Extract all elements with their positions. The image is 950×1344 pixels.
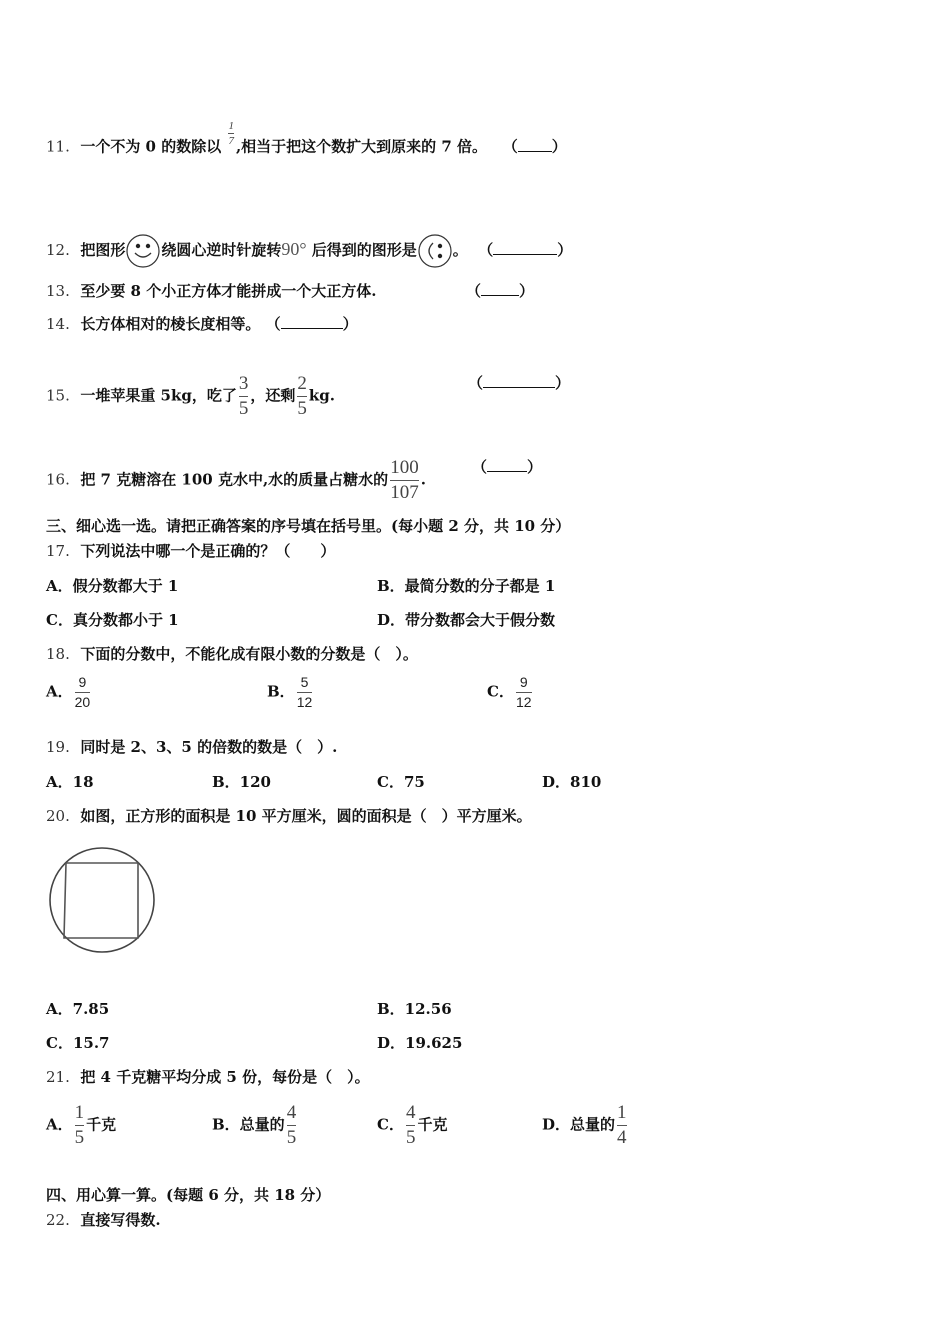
answer-blank[interactable] xyxy=(518,139,552,152)
question-21 xyxy=(46,1067,370,1087)
answer-blank[interactable] xyxy=(481,283,519,296)
question-text-cont2: 后得到的图形是 xyxy=(311,241,417,259)
answer-blank[interactable] xyxy=(487,459,527,472)
fraction-one-seventh: $\frac{1}{7}$ xyxy=(228,120,234,147)
answer-blank[interactable] xyxy=(483,375,555,388)
option-b[interactable]: B．120 xyxy=(212,773,271,791)
option-label: B． xyxy=(267,682,295,701)
question-text: 一堆苹果重 5kg，吃了 xyxy=(80,386,237,405)
paren-right: ） xyxy=(557,241,573,259)
option-c[interactable]: C．75 xyxy=(377,773,425,791)
fraction-100-107: $\frac{100}{107}$ xyxy=(390,457,419,503)
answer-blank[interactable] xyxy=(493,242,557,255)
option-d[interactable] xyxy=(542,1102,629,1149)
fraction-5-12: $\frac{5}{12}$ xyxy=(296,674,313,710)
question-text-cont: . xyxy=(420,470,426,489)
question-19 xyxy=(46,737,337,757)
option-c[interactable]: C．真分数都小于 1 xyxy=(46,611,179,629)
question-11 xyxy=(46,120,567,161)
option-b[interactable] xyxy=(267,674,314,711)
option-a[interactable] xyxy=(46,1102,116,1149)
option-a[interactable]: A．18 xyxy=(46,773,94,791)
question-number: 18. xyxy=(46,645,70,663)
answer-blank[interactable] xyxy=(281,316,343,329)
question-20 xyxy=(46,806,532,826)
option-c[interactable]: C．15.7 xyxy=(46,1034,110,1052)
paren-left: （ xyxy=(265,315,281,333)
option-label: A． xyxy=(46,1115,73,1134)
paren-right: ） xyxy=(551,137,567,156)
option-a[interactable]: A．7.85 xyxy=(46,1000,110,1018)
question-13 xyxy=(46,281,376,301)
question-number: 15. xyxy=(46,386,70,405)
question-text: 一个不为 0 的数除以 xyxy=(80,137,222,156)
question-text: 长方体相对的棱长度相等。 xyxy=(80,315,261,333)
option-b[interactable]: B．最简分数的分子都是 1 xyxy=(377,577,556,595)
question-number: 17. xyxy=(46,542,70,560)
option-b[interactable]: B．12.56 xyxy=(377,1000,452,1018)
question-18 xyxy=(46,644,418,664)
fraction-two-fifths: $\frac{2}{5}$ xyxy=(297,373,307,419)
option-b[interactable] xyxy=(212,1102,298,1149)
fraction-1-4: $\frac{1}{4}$ xyxy=(617,1102,627,1148)
option-a[interactable] xyxy=(46,674,92,711)
section-3-heading: 三、细心选一选。请把正确答案的序号填在括号里。(每小题 2 分，共 10 分） xyxy=(46,517,571,535)
question-17 xyxy=(46,541,335,561)
paren-left: （ xyxy=(472,458,488,476)
question-22 xyxy=(46,1210,161,1230)
question-text: 如图，正方形的面积是 10 平方厘米，圆的面积是（ ）平方厘米。 xyxy=(80,807,532,825)
paren-left: （ xyxy=(502,137,518,156)
option-label: A． xyxy=(46,682,73,701)
option-c[interactable] xyxy=(377,1102,447,1149)
question-number: 19. xyxy=(46,738,70,756)
option-d[interactable]: D．19.625 xyxy=(377,1034,463,1052)
fraction-9-20: $\frac{9}{20}$ xyxy=(74,674,91,710)
question-15-answer xyxy=(468,373,570,393)
question-text-cont: 绕圆心逆时针旋转 xyxy=(161,241,282,259)
question-number: 13. xyxy=(46,282,70,300)
period: 。 xyxy=(452,241,468,259)
question-14 xyxy=(46,314,358,334)
question-16 xyxy=(46,457,426,504)
question-number: 16. xyxy=(46,470,70,489)
option-label: C． xyxy=(487,682,514,701)
question-text: 下面的分数中，不能化成有限小数的分数是（ ）。 xyxy=(80,645,418,663)
option-label: C． xyxy=(377,1115,404,1134)
question-text: 把 7 克糖溶在 100 克水中,水的质量占糖水的 xyxy=(80,470,389,489)
rotated-smiley-icon xyxy=(417,233,453,269)
question-number: 12. xyxy=(46,241,70,259)
paren-right: ） xyxy=(519,282,535,300)
question-16-answer xyxy=(472,457,542,477)
fraction-4-5: $\frac{4}{5}$ xyxy=(405,1102,416,1148)
smiley-face-icon xyxy=(125,233,161,269)
paren-right: ） xyxy=(555,374,571,392)
option-label: B．总量的 xyxy=(212,1115,285,1134)
question-number: 11. xyxy=(46,137,70,156)
question-text-cont2: kg. xyxy=(308,386,335,405)
fraction-1-5: $\frac{1}{5}$ xyxy=(74,1102,85,1148)
paren-right: ） xyxy=(527,458,543,476)
paren-right: ） xyxy=(342,315,358,333)
question-13-answer xyxy=(466,281,534,301)
option-d[interactable]: D．810 xyxy=(542,773,602,791)
option-c[interactable] xyxy=(487,674,534,711)
question-12 xyxy=(46,233,572,269)
option-unit: 千克 xyxy=(417,1115,448,1134)
question-15 xyxy=(46,373,335,420)
question-text: 把图形 xyxy=(80,241,126,259)
fraction-9-12: $\frac{9}{12}$ xyxy=(515,674,532,710)
question-text-cont: ，还剩 xyxy=(250,386,296,405)
option-unit: 千克 xyxy=(86,1115,117,1134)
fraction-4-5: $\frac{4}{5}$ xyxy=(286,1102,297,1148)
paren-left: （ xyxy=(468,374,484,392)
question-text-cont: ,相当于把这个数扩大到原来的 7 倍。 xyxy=(235,137,488,156)
question-number: 20. xyxy=(46,807,70,825)
fraction-three-fifths: $\frac{3}{5}$ xyxy=(238,373,249,419)
square-shape xyxy=(64,863,138,938)
question-text: 直接写得数. xyxy=(80,1211,161,1229)
question-text: 把 4 千克糖平均分成 5 份，每份是（ ）。 xyxy=(80,1068,370,1086)
paren-left: （ xyxy=(466,282,482,300)
question-number: 14. xyxy=(46,315,70,333)
question-number: 21. xyxy=(46,1068,70,1086)
paren-left: （ xyxy=(478,241,494,259)
question-text: 至少要 8 个小正方体才能拼成一个大正方体. xyxy=(80,282,377,300)
option-label: D．总量的 xyxy=(542,1115,616,1134)
question-number: 22. xyxy=(46,1211,70,1229)
question-text: 下列说法中哪一个是正确的？（ ） xyxy=(80,542,336,560)
section-4-heading: 四、用心算一算。(每题 6 分，共 18 分） xyxy=(46,1186,331,1204)
option-d[interactable]: D．带分数都会大于假分数 xyxy=(377,611,556,629)
option-a[interactable]: A．假分数都大于 1 xyxy=(46,577,179,595)
question-text: 同时是 2、3、5 的倍数的数是（ ）. xyxy=(80,738,338,756)
rotation-degrees: 90° xyxy=(281,239,307,259)
circle-square-figure xyxy=(46,843,158,957)
